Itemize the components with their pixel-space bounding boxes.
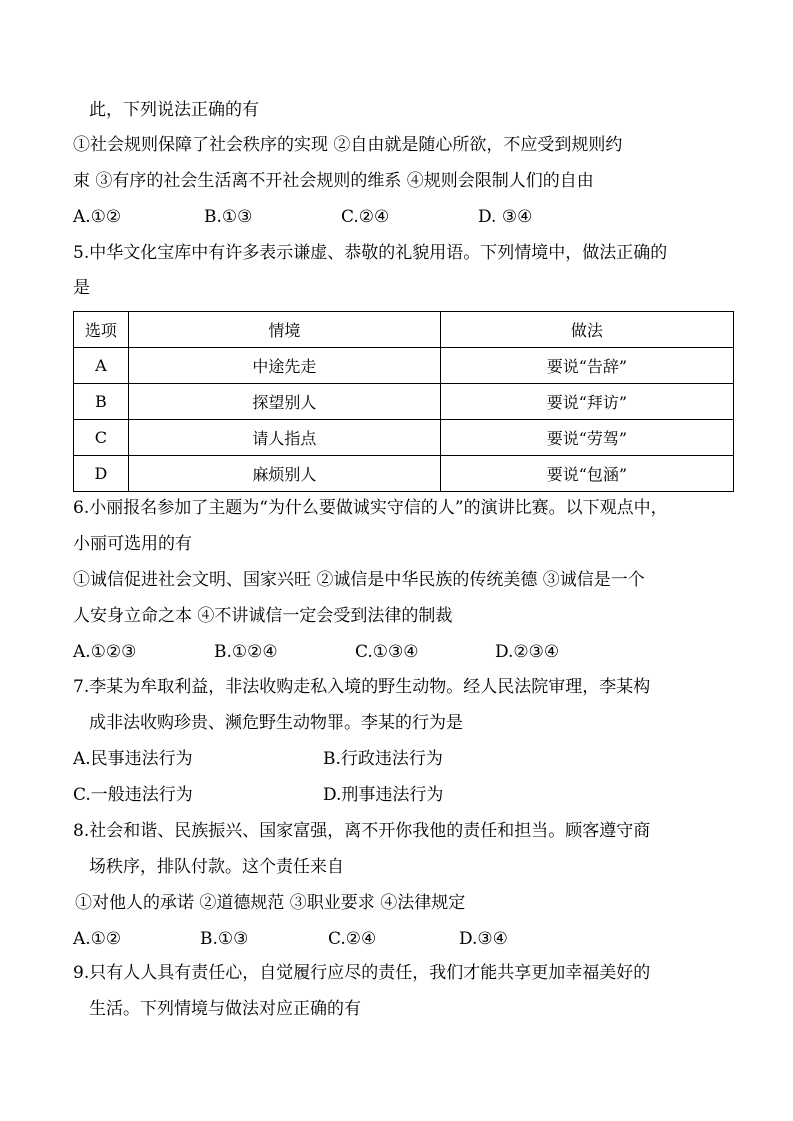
q7-option-b: B.行政违法行为 — [323, 749, 443, 769]
q7-stem-line1: 7.李某为牟取利益，非法收购走私入境的野生动物。经人民法院审理，李某构 — [73, 677, 651, 697]
q5-stem-line1: 5.中华文化宝库中有许多表示谦虚、恭敬的礼貌用语。下列情境中，做法正确的 — [73, 243, 668, 263]
q5-stem-line2: 是 — [73, 278, 90, 298]
q8-option-d: D.③④ — [459, 929, 508, 949]
q6-option-a: A.①②③ — [73, 642, 137, 662]
q6-option-b: B.①②④ — [214, 642, 278, 662]
q4-option-b: B.①③ — [204, 207, 253, 227]
table-cell: 中途先走 — [128, 348, 440, 384]
q9-stem-line2: 生活。下列情境与做法对应正确的有 — [89, 999, 361, 1019]
table-cell: 要说“拜访” — [440, 384, 733, 420]
q8-statements: ①对他人的承诺 ②道德规范 ③职业要求 ④法律规定 — [75, 893, 466, 913]
table-cell: 请人指点 — [128, 420, 440, 456]
q6-stem-line1: 6.小丽报名参加了主题为“为什么要做诚实守信的人”的演讲比赛。以下观点中， — [73, 498, 668, 518]
table-cell: A — [74, 348, 129, 384]
table-cell: D — [74, 456, 129, 492]
table-cell: 要说“劳驾” — [440, 420, 733, 456]
table-cell: 麻烦别人 — [128, 456, 440, 492]
table-cell: 要说“包涵” — [440, 456, 733, 492]
q8-stem-line2: 场秩序，排队付款。这个责任来自 — [89, 857, 344, 877]
q8-stem-line1: 8.社会和谐、民族振兴、国家富强，离不开你我他的责任和担当。顾客遵守商 — [73, 821, 651, 841]
table-cell: 要说“告辞” — [440, 348, 733, 384]
q4-option-c: C.②④ — [341, 207, 390, 227]
q6-option-c: C.①③④ — [355, 642, 419, 662]
q8-option-a: A.①② — [73, 929, 122, 949]
table-row — [74, 420, 734, 456]
q7-option-c: C.一般违法行为 — [73, 785, 193, 805]
table-cell: B — [74, 384, 129, 420]
table-row — [74, 348, 734, 384]
q4-statements-line1: ①社会规则保障了社会秩序的实现 ②自由就是随心所欲，不应受到规则约 — [73, 135, 623, 155]
q8-option-c: C.②④ — [328, 929, 377, 949]
q4-statements-line2: 束 ③有序的社会生活离不开社会规则的维系 ④规则会限制人们的自由 — [73, 171, 594, 191]
table-row — [74, 384, 734, 420]
q6-option-d: D.②③④ — [495, 642, 560, 662]
q6-statements-line1: ①诚信促进社会文明、国家兴旺 ②诚信是中华民族的传统美德 ③诚信是一个 — [73, 570, 645, 590]
q4-option-a: A.①② — [73, 207, 122, 227]
q4-option-d: D. ③④ — [478, 207, 533, 227]
table-header-row — [74, 312, 734, 348]
q7-option-a: A.民事违法行为 — [73, 749, 193, 769]
q5-situation-table — [73, 311, 734, 492]
q4-stem-tail: 此，下列说法正确的有 — [89, 100, 259, 120]
table-header: 做法 — [440, 312, 733, 348]
q6-stem-line2: 小丽可选用的有 — [73, 534, 192, 554]
table-header: 情境 — [128, 312, 440, 348]
q7-stem-line2: 成非法收购珍贵、濒危野生动物罪。李某的行为是 — [89, 713, 463, 733]
q9-stem-line1: 9.只有人人具有责任心，自觉履行应尽的责任，我们才能共享更加幸福美好的 — [73, 963, 651, 983]
q6-statements-line2: 人安身立命之本 ④不讲诚信一定会受到法律的制裁 — [73, 606, 453, 626]
table-cell: 探望别人 — [128, 384, 440, 420]
q7-option-d: D.刑事违法行为 — [323, 785, 444, 805]
table-row — [74, 456, 734, 492]
q8-option-b: B.①③ — [200, 929, 249, 949]
table-header: 选项 — [74, 312, 129, 348]
table-cell: C — [74, 420, 129, 456]
